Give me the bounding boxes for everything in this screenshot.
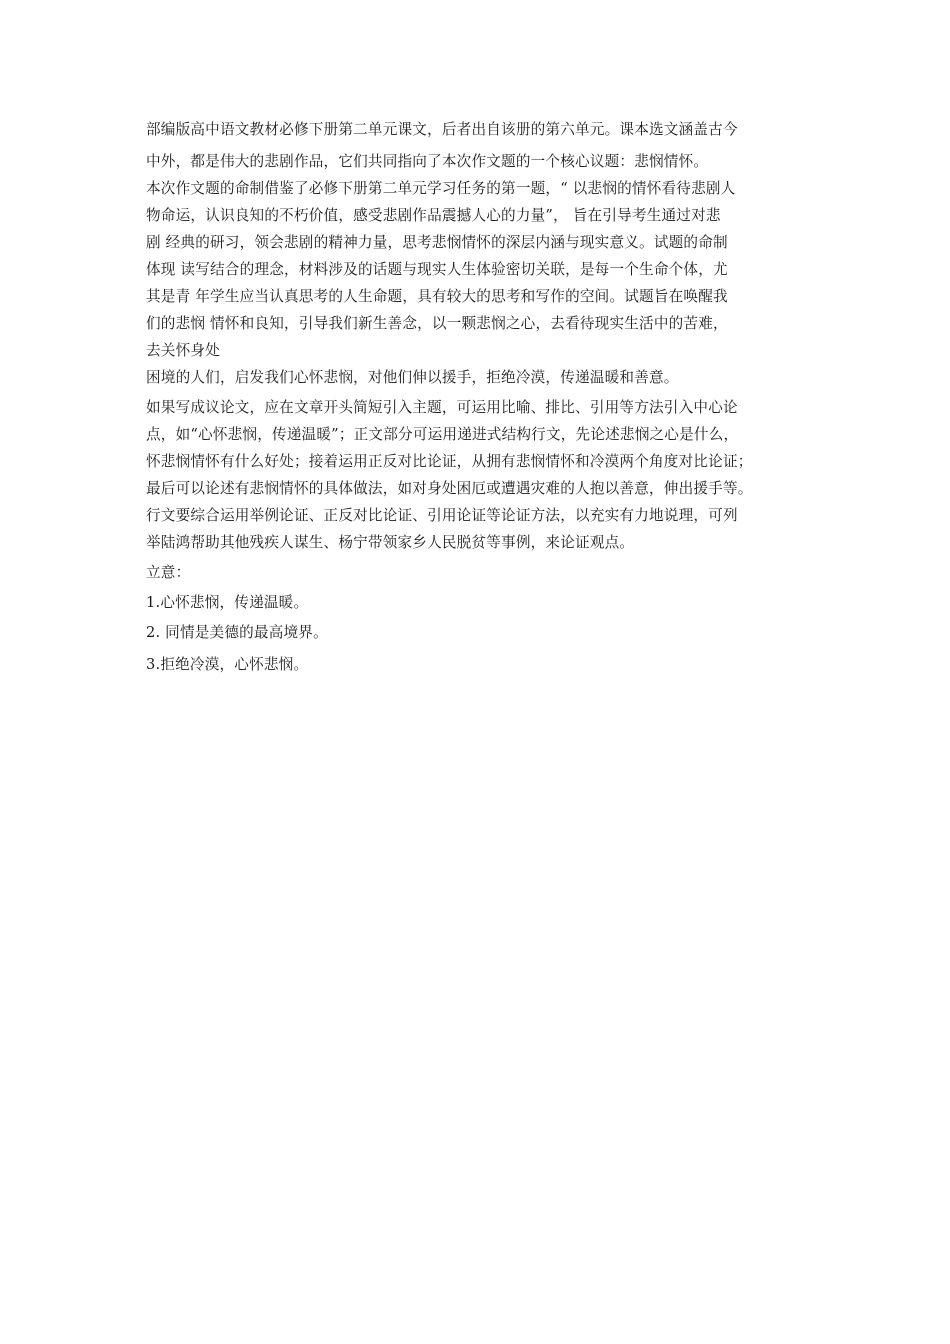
- text-line: 剧 经典的研习，领会悲剧的精神力量，思考悲悯情怀的深层内涵与现实意义。试题的命制: [146, 234, 728, 251]
- text-line: 本次作文题的命制借鉴了必修下册第二单元学习任务的第一题，“ 以悲悯的情怀看待悲剧人: [146, 180, 736, 197]
- text-line: 困境的人们，启发我们心怀悲悯，对他们伸以援手，拒绝冷漠，传递温暖和善意。: [146, 369, 679, 386]
- section-label: 立意：: [146, 564, 191, 581]
- list-item: 3.拒绝冷漠，心怀悲悯。: [146, 656, 309, 673]
- text-line: 体现 读写结合的理念，材料涉及的话题与现实人生体验密切关联，是每一个生命个体，尤: [146, 261, 728, 278]
- text-line: 中外，都是伟大的悲剧作品，它们共同指向了本次作文题的一个核心议题：悲悯情怀。: [146, 153, 709, 170]
- text-line: 举陆鸿帮助其他残疾人谋生、杨宁带领家乡人民脱贫等事例，来论证观点。: [146, 534, 635, 551]
- list-item: 1.心怀悲悯，传递温暖。: [146, 594, 309, 611]
- document-body: [146, 116, 814, 678]
- text-line: 部编版高中语文教材必修下册第二单元课文，后者出自该册的第六单元。课本选文涵盖古今: [146, 121, 738, 138]
- text-line: 去关怀身处: [146, 342, 220, 359]
- text-line: 们的悲悯 情怀和良知，引导我们新生善念，以一颗悲悯之心，去看待现实生活中的苦难，: [146, 315, 728, 332]
- text-line: 行文要综合运用举例论证、正反对比论证、引用论证等论证方法，以充实有力地说理，可列: [146, 507, 738, 524]
- text-line: 怀悲悯情怀有什么好处；接着运用正反对比论证，从拥有悲悯情怀和冷漠两个角度对比论证；: [146, 453, 753, 470]
- list-item: 2. 同情是美德的最高境界。: [146, 624, 328, 641]
- text-line: 最后可以论述有悲悯情怀的具体做法，如对身处困厄或遭遇灾难的人抱以善意，伸出援手等。: [146, 480, 753, 497]
- text-line: 其是青 年学生应当认真思考的人生命题，具有较大的思考和写作的空间。试题旨在唤醒我: [146, 288, 728, 305]
- text-line: 如果写成议论文，应在文章开头简短引入主题，可运用比喻、排比、引用等方法引入中心论: [146, 399, 738, 416]
- text-line: 点，如“心怀悲悯，传递温暖”；正文部分可运用递进式结构行文，先论述悲悯之心是什么，: [146, 426, 739, 443]
- text-line: 物命运，认识良知的不朽价值，感受悲剧作品震撼人心的力量”， 旨在引导考生通过对悲: [146, 207, 721, 224]
